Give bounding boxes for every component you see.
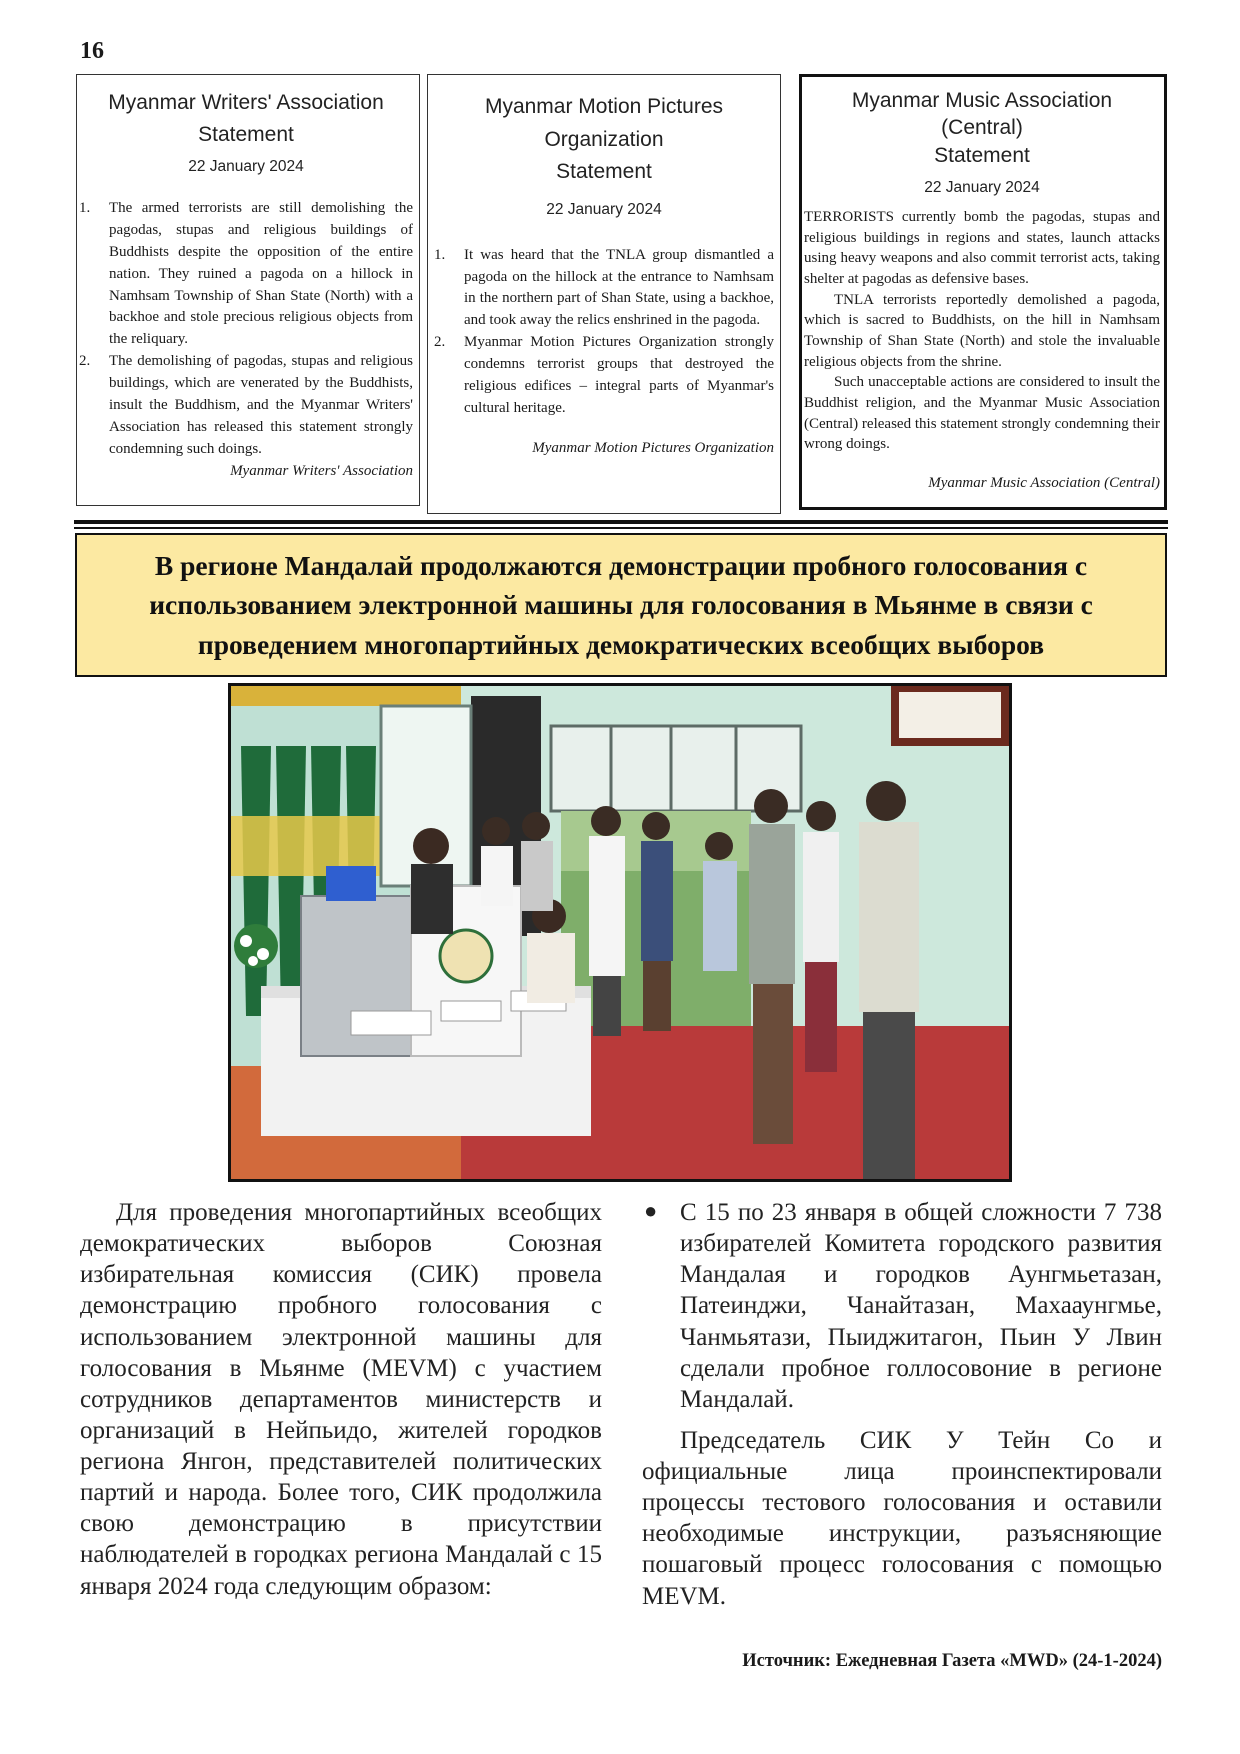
article-paragraph: Председатель СИК У Тейн Со и официальные лица проинспектировали процессы тестового голосования и оставили необходимые инструкции, разъясняющие пошаговый процесс голосования с помощью MEVM. <box>642 1426 1162 1610</box>
headline-box <box>75 533 1167 677</box>
bullet-icon: ● <box>644 1198 658 1223</box>
article-right-column <box>642 1197 1162 1612</box>
article-bullet-item: ● С 15 по 23 января в общей сложности 7 738 избирателей Комитета городского развития Мандалая и городков Аунгмьетазан, Патеинджи, Чанайтазан, Махааунгмье, Чанмьятази, Пыиджитагон, Пьин У Лвин сделали пробное голлосовоние в регионе Мандалай. <box>644 1198 1162 1413</box>
statement-item: 1. The armed terrorists are still demolishing the pagodas, stupas and religious buildings of Buddhists despite the opposition of the entire nation. They ruined a pagoda on a hillock in Namhsam Township of Shan State (North) with a backhoe and stole precious religious objects from the reliquary. <box>79 200 413 348</box>
statement-signature: Myanmar Music Association (Central) <box>928 475 1160 492</box>
page-number: 16 <box>80 38 104 64</box>
statement-music-association <box>799 74 1167 510</box>
article-source: Источник: Ежедневная Газета «MWD» (24-1-2024) <box>742 1651 1162 1671</box>
section-divider <box>74 520 1168 524</box>
statement-title: Myanmar Motion Pictures Organization Statement <box>484 95 724 184</box>
article-photo <box>228 683 1012 1182</box>
statement-writers-association <box>76 74 420 506</box>
statement-paragraph: TERRORISTS currently bomb the pagodas, stupas and religious buildings in regions and states, launch attacks using heavy weapons and also commit terrorist acts, taking shelter at pagodas as defensive bases. <box>804 208 1160 287</box>
headline: В регионе Мандалай продолжаются демонстрации пробного голосования с использованием электронной машины для голосования в Мьянме в связи с проведением многопартийных демократических всеобщих выборов <box>149 549 1093 660</box>
statement-paragraph: TNLA terrorists reportedly demolished a pagoda, which is sacred to Buddhists, on the hill in Namhsam Township of Shan State (North) and stole the invaluable religious objects from the shrine. <box>804 291 1160 370</box>
statement-list <box>79 198 413 461</box>
section-divider-thin <box>74 527 1168 529</box>
statement-item: 1. It was heard that the TNLA group dismantled a pagoda on the hillock at the entrance to Namhsam in the northern part of Shan State, using a backhoe, and took away the relics enshrined in the pagoda. <box>434 246 774 329</box>
statement-signature: Myanmar Motion Pictures Organization <box>532 439 774 456</box>
statement-date: 22 January 2024 <box>188 158 304 175</box>
statement-list <box>434 245 774 420</box>
article-left-column <box>80 1197 602 1602</box>
statement-date: 22 January 2024 <box>546 200 662 218</box>
statement-paragraph: Such unacceptable actions are considered to insult the Buddhist religion, and the Myanmar Music Association (Central) released this statement strongly condemning their wrong doings. <box>804 374 1160 453</box>
statement-motion-pictures-organization <box>427 74 781 514</box>
voting-demonstration-photo <box>231 686 1009 1179</box>
statement-item: 2. Myanmar Motion Pictures Organization strongly condemns terrorist groups that destroyed the religious edifices – integral parts of Myanmar's cultural heritage. <box>434 334 774 416</box>
statement-signature: Myanmar Writers' Association <box>230 462 413 479</box>
statement-title: Myanmar Writers' Association Statement <box>108 91 384 146</box>
article-paragraph: Для проведения многопартийных всеобщих демократических выборов Союзная избирательная комиссия (СИК) провела демонстрацию пробного голосования с использованием электронной машины для голосования в Мьянме (MEVM) с участием сотрудников департаментов министерств и организаций в Нейпьидо, жителей городков региона Янгон, представителей политических партий и народа. Более того, СИК продолжила свою демонстрацию в присутствии наблюдателей в городках региона Мандалай с 15 января 2024 года следующим образом: <box>80 1199 602 1600</box>
statement-date: 22 January 2024 <box>924 178 1040 196</box>
statement-title: Myanmar Music Association (Central) Statement <box>851 89 1113 167</box>
statement-item: 2. The demolishing of pagodas, stupas and religious buildings, which are venerated by the Buddhists, insult the Buddhism, and the Myanmar Writers' Association has released this statement strongly condemning such doings. <box>79 353 413 457</box>
